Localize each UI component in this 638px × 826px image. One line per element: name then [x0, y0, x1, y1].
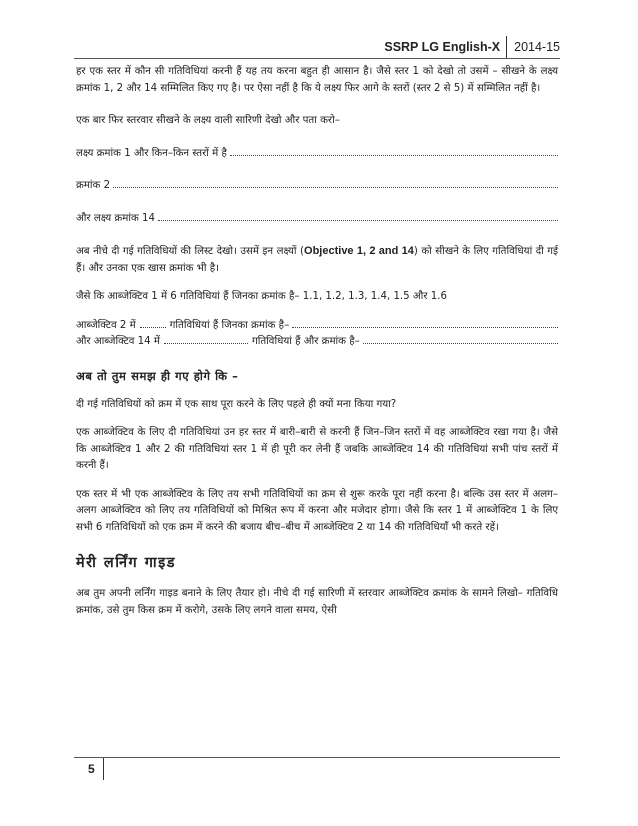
section-heading-learning-guide: मेरी लर्निंग गाइड	[76, 555, 177, 571]
fill-line-label: और लक्ष्य क्रमांक 14	[76, 212, 155, 224]
example-paragraph: जैसे कि आब्जेक्टिव 1 में 6 गतिविधियां हैं जिनका क्रमांक है– 1.1, 1.2, 1.3, 1.4, 1.5 और 1.6	[76, 291, 447, 302]
guide-paragraph: अब तुम अपनी लर्निंग गाइड बनाने के लिए तैयार हो। नीचे दी गई सारिणी में स्तरवार आब्जेक्टिव क्रमांक के सामने लिखो– गतिविधि क्रमांक, उसे तुम किस क्रम में करोगे, उसके लिए लगने वाला समय, ऐसी	[76, 588, 558, 616]
section-heading-understood: अब तो तुम समझ ही गए होगे कि –	[76, 368, 239, 383]
objectives-paragraph: अब नीचे दी गई गतिविधियों की लिस्ट देखो। उसमें इन लक्ष्यों (Objective 1, 2 and 14) को सीखने के लिए गतिविधियां दी गई हैं। और उनका एक खास क्रमांक भी है।	[76, 245, 558, 274]
blank-line[interactable]	[158, 211, 558, 221]
fill-line-label: क्रमांक 2	[76, 180, 111, 191]
blank-short[interactable]	[140, 318, 166, 328]
blank-line[interactable]	[292, 318, 558, 328]
fill-line-label: लक्ष्य क्रमांक 1 और किन–किन स्तरों में है	[76, 147, 227, 159]
page-number: 5	[88, 762, 95, 776]
page-header	[384, 36, 560, 58]
footer-divider	[103, 758, 104, 780]
blank-short[interactable]	[164, 334, 248, 344]
instruction-paragraph: एक बार फिर स्तरवार सीखने के लक्ष्य वाली सारिणी देखो और पता करो–	[76, 115, 340, 126]
document-year: 2014-15	[514, 40, 560, 54]
question-paragraph: दी गई गतिविधियों को क्रम में एक साथ पूरा करने के लिए पहले ही क्यों मना किया गया?	[76, 398, 397, 410]
explanation-paragraph-2: एक स्तर में भी एक आब्जेक्टिव के लिए तय सभी गतिविधियों का क्रम से शुरू करके पूरा नहीं करना है। बल्कि उस स्तर में अलग–अलग आब्जेक्टिव को लिए तय गतिविधियों को मिश्रित रूप में करना और मजेदार होगा। जैसे कि स्तर 1 में आब्जेक्टिव 1 के लिए सभी 6 गतिविधियों को एक क्रम में करने की बजाय बीच–बीच में आब्जेक्टिव 2 या 14 की गतिविधियाँ भी करते रहें।	[76, 488, 558, 533]
header-rule	[74, 58, 560, 59]
objective-14-line: और आब्जेक्टिव 14 में गतिविधियां हैं और क्रमांक है–	[76, 334, 558, 351]
page-footer	[74, 758, 104, 780]
fill-line-2	[76, 178, 558, 195]
explanation-paragraph-1: एक आब्जेक्टिव के लिए दी गतिविधियां उन हर स्तर में बारी–बारी से करनी हैं जिन–जिन स्तरों में वह आब्जेक्टिव रखा गया है। जैसे कि आब्जेक्टिव 1 और 2 की गतिविधियां स्तर 1 में ही पूरी कर लेनी हैं जबकि आब्जेक्टिव 14 की गतिविधियां सभी पांच स्तरों में करनी हैं।	[76, 427, 558, 471]
objective-2-line: आब्जेक्टिव 2 में गतिविधियां हैं जिनका क्रमांक है–	[76, 318, 558, 335]
objective-list-bold: Objective 1, 2 and 14	[304, 245, 414, 257]
intro-paragraph: हर एक स्तर में कौन सी गतिविधियां करनी हैं यह तय करना बहुत ही आसान है। जैसे स्तर 1 को देखो तो उसमें – सीखने के लक्ष्य क्रमांक 1, 2 और 14 सम्मिलित किए गए है। पर ऐसा नहीं है कि ये लक्ष्य फिर आगे के स्तरों (स्तर 2 से 5) में सम्मिलित नहीं है।	[76, 66, 558, 94]
footer-rule	[74, 757, 560, 758]
document-title: SSRP LG English-X	[384, 36, 507, 58]
fill-line-1	[76, 146, 558, 163]
blank-line[interactable]	[113, 178, 558, 188]
blank-line[interactable]	[230, 146, 558, 156]
blank-line[interactable]	[363, 334, 558, 344]
fill-line-3	[76, 211, 558, 228]
page-body	[76, 64, 558, 619]
